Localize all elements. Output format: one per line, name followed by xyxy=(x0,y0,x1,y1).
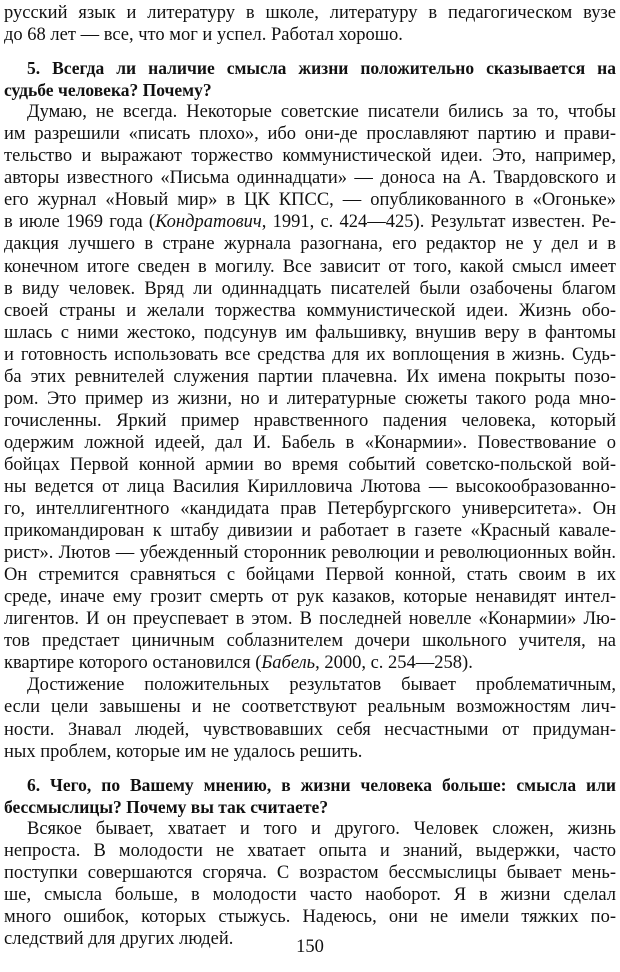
citation-author: Кондратович xyxy=(155,212,262,233)
question-5-heading xyxy=(4,57,616,101)
text-line: дакция лучшего в стране журнала разогнана, его редактор не у дел и в xyxy=(4,234,616,255)
question-6-paragraph-1 xyxy=(4,818,616,950)
text-line: ности. Знавал людей, чувствовавших себя несчастными от придуман- xyxy=(4,719,616,740)
text-line: его журнал «Новый мир» в ЦК КПСС, — опубликованного в «Огоньке» xyxy=(4,190,616,211)
text-line: авторы известного «Письма одиннадцати» — доноса на А. Твардовского и xyxy=(4,168,616,189)
text-line: в виду человек. Вряд ли одиннадцать писателей были озабочены благом xyxy=(4,278,616,299)
text-line: Достижение положительных результатов бывает проблематичным, xyxy=(27,675,616,696)
text-line: Всякое бывает, хватает и того и другого. Человек сложен, жизнь xyxy=(27,818,616,839)
text-line: ром. Это пример из жизни, но и литературные сюжеты такого рода мно- xyxy=(4,388,616,409)
page-number: 150 xyxy=(296,937,324,957)
intro-paragraph xyxy=(4,2,616,46)
text-line: своей страны и желали торжества коммунистической идеи. Жизнь обо- xyxy=(4,300,616,321)
question-5-paragraph-1 xyxy=(4,101,616,674)
text-line: Он стремится сравняться с бойцами Первой конной, стать своим в их xyxy=(4,565,616,586)
citation-text: квартире которого остановился ( xyxy=(4,653,262,674)
question-6-heading xyxy=(4,774,616,818)
text-line: им разрешили «писать плохо», ибо они-де прославляют партию и прави- xyxy=(4,124,616,145)
text-line: одержим ложной идеей, дал И. Бабель в «Конармии». Повествование о xyxy=(4,432,616,453)
text-line: до 68 лет — все, что мог и успел. Работал хорошо. xyxy=(4,25,403,46)
text-line: поступки совершаются сгоряча. С возрастом бессмыслицы бывает мень- xyxy=(4,862,616,883)
heading-line: 5. Всегда ли наличие смысла жизни положительно сказывается на xyxy=(27,58,616,79)
text-line: много ошибок, которых стыжусь. Надеюсь, они не имели тяжких по- xyxy=(4,906,616,927)
text-line: бойцах Первой конной армии во время событий советско-польской вой- xyxy=(4,454,616,475)
text-line: рист». Лютов — убежденный сторонник революции и революционных войн. xyxy=(4,543,616,564)
citation-text: , 2000, с. 254—258). xyxy=(315,653,473,674)
text-line: Думаю, не всегда. Некоторые советские писатели бились за то, чтобы xyxy=(27,102,616,123)
citation-line xyxy=(4,652,616,674)
text-line: ше, смысла больше, в молодости часто наоборот. Я в жизни сделал xyxy=(4,884,616,905)
text-line: если цели завышены и не соответствуют реальным возможностям лич- xyxy=(4,697,616,718)
book-page xyxy=(4,2,616,950)
text-line: тов предстает циничным соблазнителем дочери школьного учителя, на xyxy=(4,631,616,652)
text-line: ны ведется от лица Василия Кирилловича Лютова — высокообразованно- xyxy=(4,476,616,497)
question-5-paragraph-2 xyxy=(4,674,616,762)
text-line: прикомандирован к штабу дивизии и работает в газете «Красный кавале- xyxy=(4,521,616,542)
text-line: русский язык и литературу в школе, литературу в педагогическом вузе xyxy=(4,3,616,23)
heading-line: судьбе человека? Почему? xyxy=(4,80,212,101)
text-line: и готовность использовать все средства для их воплощения в жизнь. Судь- xyxy=(4,344,616,365)
heading-line: 6. Чего, по Вашему мнению, в жизни человека больше: смысла или xyxy=(27,774,616,795)
text-line: го, интеллигентного «кандидата прав Петербургского университета». Он xyxy=(4,499,616,520)
text-line: ных проблем, которые им не удалось решить. xyxy=(4,741,363,762)
citation-text: в июле 1969 года ( xyxy=(4,212,156,233)
text-line: следствий для других людей. xyxy=(4,928,234,949)
heading-line: бессмыслицы? Почему вы так считаете? xyxy=(4,796,329,817)
text-line: непроста. В молодости не хватает опыта и знаний, выдержки, часто xyxy=(4,840,616,861)
citation-text: , 1991, с. 424—425). Результат известен. Ре- xyxy=(261,212,616,233)
text-line: лигентов. И он преуспевает в этом. В последней новелле «Конармии» Лю- xyxy=(4,609,616,630)
text-line: среде, иначе ему грозит смерть от рук казаков, которые ненавидят интел- xyxy=(4,587,616,608)
text-line: ба этих ревнителей служения партии плачевна. Их имена покрыты позо- xyxy=(4,366,616,387)
text-line: тельство и выражают торжество коммунистической идеи. Это, например, xyxy=(4,146,616,167)
text-line: шлась с ними жестоко, подсунув им фальшивку, внушив веру в фантомы xyxy=(4,322,616,343)
citation-author: Бабель xyxy=(261,653,316,674)
citation-line xyxy=(4,211,616,233)
text-line: гочисленны. Яркий пример нравственного падения человека, который xyxy=(4,410,616,431)
text-line: конечном итоге сведен в могилу. Все зависит от того, какой смысл имеет xyxy=(4,256,616,277)
